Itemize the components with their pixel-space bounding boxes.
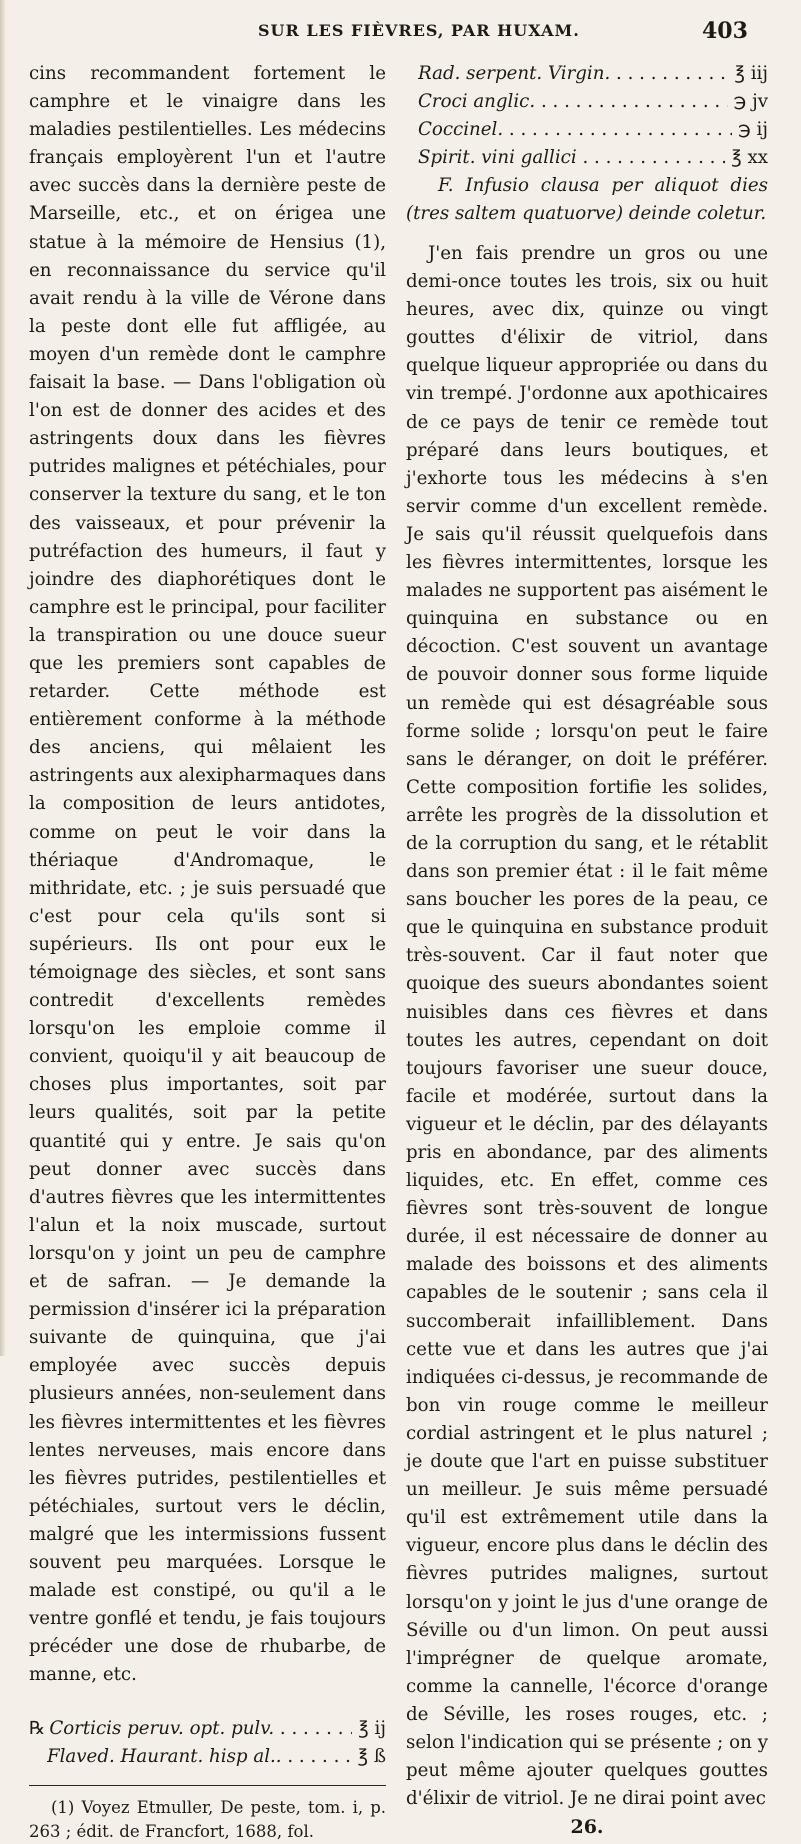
ingredient-quantity: ℥ iij xyxy=(734,63,768,84)
recipe-line xyxy=(418,144,768,172)
ingredient-name: Coccinel. . . . xyxy=(418,116,732,144)
recipe-line xyxy=(418,116,768,144)
page-header xyxy=(0,18,801,58)
left-recipe xyxy=(29,1715,386,1771)
ingredient-name: Flaved. Haurant. hisp al.. . . . xyxy=(47,1743,352,1771)
recipe-instruction: F. Infusio clausa per aliquot dies (tres saltem quatuorve) deinde coletur. xyxy=(406,175,768,224)
ingredient-quantity: ℈ jv xyxy=(733,91,768,112)
ingredient-name: Rad. serpent. Virgin. . . . xyxy=(418,60,728,88)
recipe-line xyxy=(418,60,768,88)
signature-mark: 26. xyxy=(570,1816,604,1839)
recipe-line xyxy=(29,1715,386,1743)
footnote-rule xyxy=(29,1785,386,1786)
ingredient-name: Croci anglic. . . . xyxy=(418,88,728,116)
catchword-row xyxy=(406,1813,768,1843)
ingredient-quantity: ℥ ij xyxy=(358,1718,386,1740)
running-title: SUR LES FIÈVRES, PAR HUXAM. xyxy=(258,21,580,40)
right-column xyxy=(406,60,768,1843)
recipe-line xyxy=(418,88,768,116)
recipe-symbol: ℞ xyxy=(29,1718,46,1740)
ingredient-quantity: ℈ ij xyxy=(738,119,768,140)
left-column xyxy=(29,60,386,1844)
ingredient-name: Spirit. vini gallici . . . xyxy=(418,144,725,172)
right-recipe xyxy=(406,60,768,172)
recipe-line xyxy=(29,1743,386,1771)
page-edge-shadow xyxy=(0,0,6,1356)
ingredient-quantity: ℥ ß xyxy=(357,1746,386,1768)
ingredient-name: Corticis peruv. opt. pulv. . . . xyxy=(49,1715,352,1743)
left-paragraph: cins recommandent fortement le camphre et le vinaigre dans les maladies pestilentielles. Les médecins français employèrent l'un et l'autre avec succès dans la dernière peste de Marseille, etc., et on érigea une statue à la mémoire de Hensius (1), en reconnaissance du service qu'il avait rendu à la ville de Vérone dans la peste dont elle fut affligée, au moyen d'un remède dont le camphre faisait la base. — Dans l'obligation où l'on est de donner des acides et des astringents doux dans les fièvres putrides malignes et pétéchiales, pour conserver la texture du sang, et le ton des vaisseaux, et pour prévenir la putréfaction des humeurs, il faut y joindre des diaphorétiques dont le camphre est le principal, pour faciliter la transpiration ou une douce sueur que les premiers sont capables de retarder. Cette méthode est entièrement conforme à la méthode des anciens, qui mêlaient les astringents aux alexipharmaques dans la composition de leurs antidotes, comme on peut le voir dans la thériaque d'Andromaque, le mithridate, etc. ; je suis persuadé que c'est pour cela qu'ils sont si supérieurs. Ils ont pour eux le témoignage des siècles, et sont sans contredit d'excellents remèdes lorsqu'on les emploie comme il convient, quoiqu'il y ait beaucoup de choses plus importantes, soit par leurs qualités, soit par la petite quantité qui y entre. Je sais qu'on peut donner avec succès dans d'autres fièvres que les intermittentes l'alun et la noix muscade, surtout lorsqu'on y joint un peu de camphre et de safran. — Je demande la permission d'insérer ici la préparation suivante de quinquina, que j'ai employée avec succès depuis plusieurs années, non-seulement dans les fièvres intermittentes et les fièvres lentes nerveuses, mais encore dans les fièvres putrides, pestilentielles et pétéchiales, surtout vers le déclin, malgré que les intermissions fussent souvent peu marquées. Lorsque le malade est constipé, ou qu'il a le ventre gonflé et tendu, je fais toujours précéder une dose de rhubarbe, de manne, etc. xyxy=(29,63,386,1686)
ingredient-quantity: ℥ xx xyxy=(731,147,768,168)
footnote: (1) Voyez Etmuller, De peste, tom. i, p. 263 ; édit. de Francfort, 1688, fol. xyxy=(29,1798,386,1842)
right-paragraph: J'en fais prendre un gros ou une demi-once toutes les trois, six ou huit heures, avec dix, quinze ou vingt gouttes d'élixir de vitriol, dans quelque liqueur appropriée ou dans du vin trempé. J'ordonne aux apothicaires de ce pays de tenir ce remède tout préparé dans leurs boutiques, et j'exhorte tous les médecins à s'en servir comme d'un excellent remède. Je sais qu'il réussit quelquefois dans les fièvres intermittentes, lorsque les malades ne supportent pas aisément le quinquina en substance ou en décoction. C'est souvent un avantage de pouvoir donner sous forme liquide un remède qui est désagréable sous forme solide ; lorsqu'on peut le faire sans le déranger, on doit le préférer. Cette composition fortifie les solides, arrête les progrès de la dissolution et de la corruption du sang, et le rétablit dans son premier état : il le fait même sans boucher les pores de la peau, ce que le quinquina en substance produit très-souvent. Car il faut noter que quoique des sueurs abondantes soient nuisibles dans ces fièvres et dans toutes les autres, cependant on doit toujours favoriser une sueur douce, facile et modérée, surtout dans la vigueur et le déclin, par des délayants pris en abondance, par des aliments liquides, etc. En effet, comme ces fièvres sont très-souvent de longue durée, il est nécessaire de donner au malade des boissons et des aliments capables de le soutenir ; sans cela il succomberait infailliblement. Dans cette vue et dans les autres que j'ai indiquées ci-dessus, je recommande de bon vin rouge comme le meilleur cordial astringent et le plus naturel ; je doute que l'art en puisse substituer un meilleur. Je suis même persuadé qu'il est extrêmement utile dans la vigueur, encore plus dans le déclin des fièvres putrides malignes, surtout lorsqu'on y joint le jus d'une orange de Séville ou d'un limon. On peut aussi l'imprégner de quelque aromate, comme la cannelle, l'écorce d'orange de Séville, les roses rouges, etc. ; selon l'indication qui se présente ; on y peut même ajouter quelques gouttes d'élixir de vitriol. Je ne dirai point avec xyxy=(406,243,768,1810)
page-number: 403 xyxy=(702,18,748,44)
